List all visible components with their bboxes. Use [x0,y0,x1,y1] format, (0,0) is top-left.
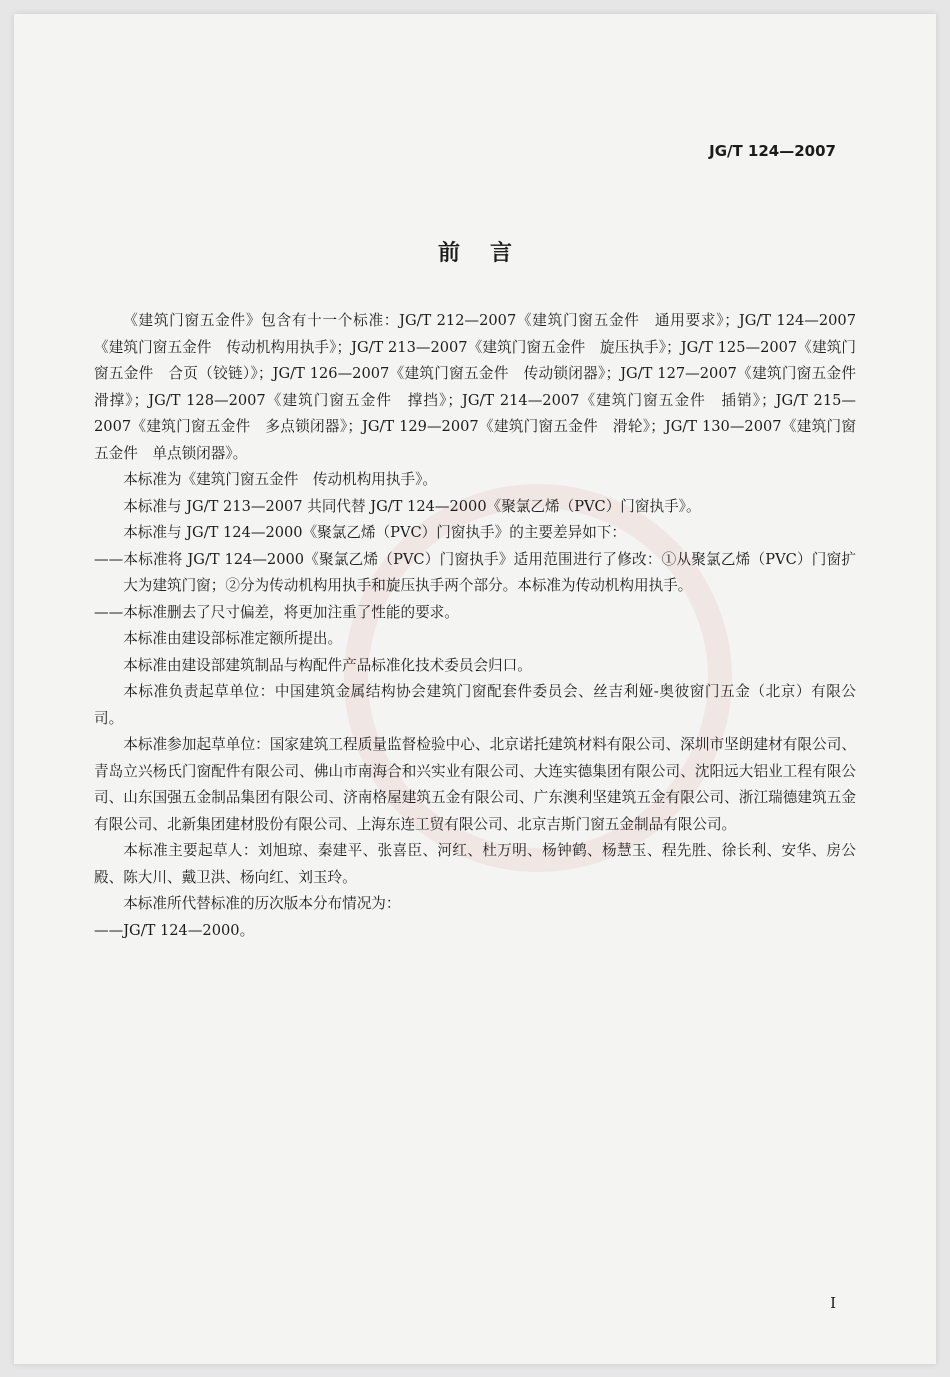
standard-code: JG/T 124—2007 [709,142,836,160]
dash-item [94,918,856,945]
dash-mark: —— [94,921,124,939]
paragraph: 本标准所代替标准的历次版本分布情况为： [123,895,401,912]
document-body [94,308,871,944]
paragraph: 本标准主要起草人：刘旭琼、秦建平、张喜臣、河红、杜万明、杨钟鹤、杨慧玉、程先胜、徐长利、安华、房公殿、陈大川、戴卫洪、杨向红、刘玉玲。 [94,842,856,886]
paragraph: 本标准参加起草单位：国家建筑工程质量监督检验中心、北京诺托建筑材料有限公司、深圳市坚朗建材有限公司、青岛立兴杨氏门窗配件有限公司、佛山市南海合和兴实业有限公司、大连实德集团有限公司、沈阳远大铝业工程有限公司、山东国强五金制品集团有限公司、济南格屋建筑五金有限公司、广东澳利坚建筑五金有限公司、浙江瑞德建筑五金有限公司、北新集团建材股份有限公司、上海东连工贸有限公司、北京吉斯门窗五金制品有限公司。 [94,736,856,833]
paragraph: 本标准为《建筑门窗五金件 传动机构用执手》。 [123,471,437,488]
dash-item-text: JG/T 124—2000。 [123,921,255,939]
paragraph: 本标准负责起草单位：中国建筑金属结构协会建筑门窗配套件委员会、丝吉利娅-奥彼窗门五金（北京）有限公司。 [94,683,856,727]
dash-mark: —— [94,550,124,568]
paragraph: 本标准与 JG/T 213—2007 共同代替 JG/T 124—2000《聚氯乙烯（PVC）门窗执手》。 [123,497,701,515]
paragraph: 本标准由建设部标准定额所提出。 [123,630,343,647]
paragraph: 《建筑门窗五金件》包含有十一个标准：JG/T 212—2007《建筑门窗五金件 通用要求》；JG/T 124—2007《建筑门窗五金件 传动机构用执手》；JG/T 213—2007《建筑门窗五金件 旋压执手》；JG/T 125—2007《建筑门窗五金件 合页（铰链）》；JG/T 126—2007《建筑门窗五金件 传动锁闭器》；JG/T 127—2007《建筑门窗五金件 滑撑》；JG/T 128—2007《建筑门窗五金件 撑挡》；JG/T 214—2007《建筑门窗五金件 插销》；JG/T 215—2007《建筑门窗五金件 多点锁闭器》；JG/T 129—2007《建筑门窗五金件 滑轮》；JG/T 130—2007《建筑门窗五金件 单点锁闭器》。 [94,312,871,462]
document-page [14,14,936,1364]
paragraph: 本标准由建设部建筑制品与构配件产品标准化技术委员会归口。 [123,656,532,674]
page-title: 前言 [437,241,542,266]
dash-item-text: 本标准将 JG/T 124—2000《聚氯乙烯（PVC）门窗执手》适用范围进行了修改：①从聚氯乙烯（PVC）门窗扩大为建筑门窗；②分为传动机构用执手和旋压执手两个部分。本标准为传动机构用执手。 [123,550,856,594]
paragraph: 本标准与 JG/T 124—2000《聚氯乙烯（PVC）门窗执手》的主要差异如下： [123,524,626,541]
dash-item [94,600,856,627]
page-number: I [830,1294,836,1312]
dash-mark: —— [94,603,124,621]
dash-item-text: 本标准删去了尺寸偏差，将更加注重了性能的要求。 [123,603,459,621]
dash-item [94,547,856,600]
